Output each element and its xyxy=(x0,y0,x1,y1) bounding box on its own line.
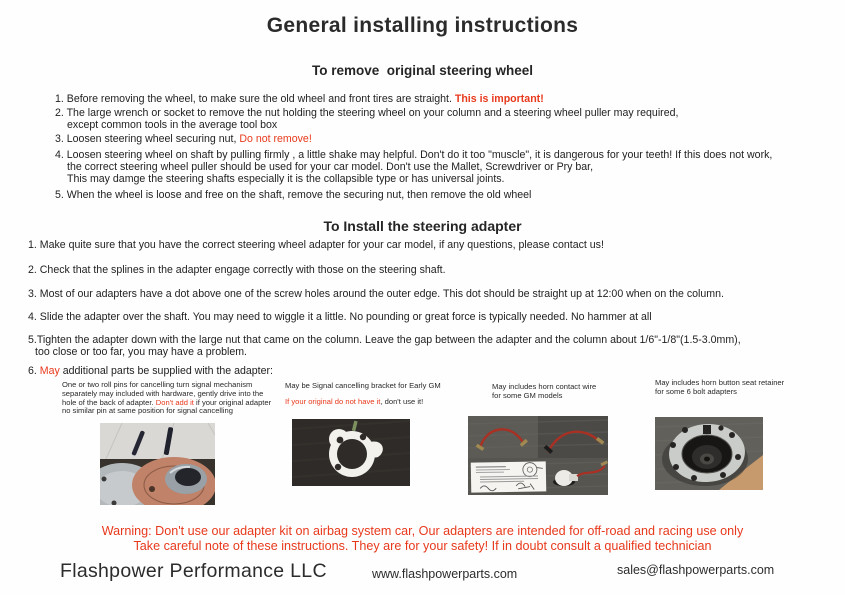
item-number: 6. xyxy=(28,365,40,377)
note-text: One or two roll pins for cancelling turn signal mechanism separately may included with hardware, gently drive into the hole of the back of adapter. xyxy=(62,380,264,407)
item-text: 5. When the wheel is loose and free on the shaft, remove the securing nut, then remove the old wheel xyxy=(55,189,532,201)
warning-notice xyxy=(0,524,845,553)
list-item: 4. Slide the adapter over the shaft. You may need to wiggle it a little. No pounding or great force is typically needed. No hammer at all xyxy=(28,311,652,323)
item-text: additional parts be supplied with the adapter: xyxy=(59,365,273,377)
note-text: , don't use it! xyxy=(380,396,424,406)
note-emphasis: Don't add it xyxy=(155,397,194,407)
item-text: This may damge the steering shafts especially it is the collapsible type or has universal joints. xyxy=(67,173,505,185)
website-url: www.flashpowerparts.com xyxy=(372,567,518,581)
item-text: 5.Tighten the adapter down with the large nut that came on the column. Leave the gap between the adapter and the column about 1/6"-1/8"(1.5-3.0mm), xyxy=(28,334,741,346)
install-instructions-list xyxy=(28,239,839,389)
list-item xyxy=(55,107,839,131)
note-text: if your original adapter no similar pin at same position for signal cancelling xyxy=(62,397,272,416)
install-section-heading: To Install the steering adapter xyxy=(323,218,522,234)
note-text: May includes horn button seat retainer xyxy=(655,378,785,387)
list-item xyxy=(55,189,839,201)
page-title: General installing instructions xyxy=(266,14,579,37)
note-text: for some 6 bolt adapters xyxy=(655,386,737,396)
item-text: the correct steering wheel puller should be used for your car model. Don't use the Mallet, Screwdriver or Pry bar, xyxy=(67,161,594,173)
list-item: 1. Make quite sure that you have the correct steering wheel adapter for your car model, if any questions, please contact us! xyxy=(28,239,604,251)
item-emphasis: Do not remove! xyxy=(239,133,312,145)
item-text: except common tools in the average tool box xyxy=(67,119,278,131)
note-emphasis: If your original do not have it xyxy=(285,396,381,406)
item-text: 1. Before removing the wheel, to make sure the old wheel and front tires are straight. xyxy=(55,93,455,105)
list-item: 2. Check that the splines in the adapter engage correctly with those on the steering shaft. xyxy=(28,264,446,276)
note-text: for some GM models xyxy=(492,390,563,400)
part-note-cancelling-bracket xyxy=(285,382,475,407)
warning-line: Warning: Don't use our adapter kit on airbag system car, Our adapters are intended for off-road and racing use only xyxy=(101,524,744,538)
contact-email: sales@flashpowerparts.com xyxy=(617,563,775,577)
photo-roll-pins-adapter xyxy=(100,423,215,505)
part-note-roll-pins xyxy=(62,381,276,416)
remove-instructions-list xyxy=(55,93,839,203)
list-item xyxy=(28,334,839,358)
item-text: too close or too far, you may have a problem. xyxy=(35,346,247,358)
company-name: Flashpower Performance LLC xyxy=(60,560,327,582)
item-text: 4. Loosen steering wheel on shaft by pulling firmly , a little shake may helpful. Don't do it too "muscle", it is dangerous for your teeth! If this does not work, xyxy=(55,149,773,161)
list-item xyxy=(55,149,839,185)
note-text: May includes horn contact wire xyxy=(492,382,597,391)
note-text: May be Signal cancelling bracket for Early GM xyxy=(285,381,441,390)
list-item xyxy=(55,133,839,145)
warning-line: Take careful note of these instructions. They are for your safety! If in doubt consult a qualified technician xyxy=(133,538,712,553)
item-text: 2. The large wrench or socket to remove the nut holding the steering wheel on your column and a steering wheel puller may required, xyxy=(55,107,679,119)
list-item xyxy=(55,93,839,105)
part-note-horn-button-retainer xyxy=(655,379,830,397)
photo-horn-contact-wire xyxy=(468,416,608,495)
part-note-horn-contact-wire xyxy=(492,383,652,401)
item-emphasis: May xyxy=(39,365,60,377)
photo-horn-button-retainer xyxy=(655,417,763,490)
photo-cancelling-bracket xyxy=(292,419,410,486)
item-text: 3. Loosen steering wheel securing nut, xyxy=(55,133,240,145)
item-emphasis: This is important! xyxy=(454,93,544,105)
remove-section-heading: To remove original steering wheel xyxy=(311,63,534,78)
list-item: 3. Most of our adapters have a dot above one of the screw holes around the outer edge. This dot should be straight up at 12:00 when on the column. xyxy=(28,288,724,300)
list-item xyxy=(28,365,839,377)
